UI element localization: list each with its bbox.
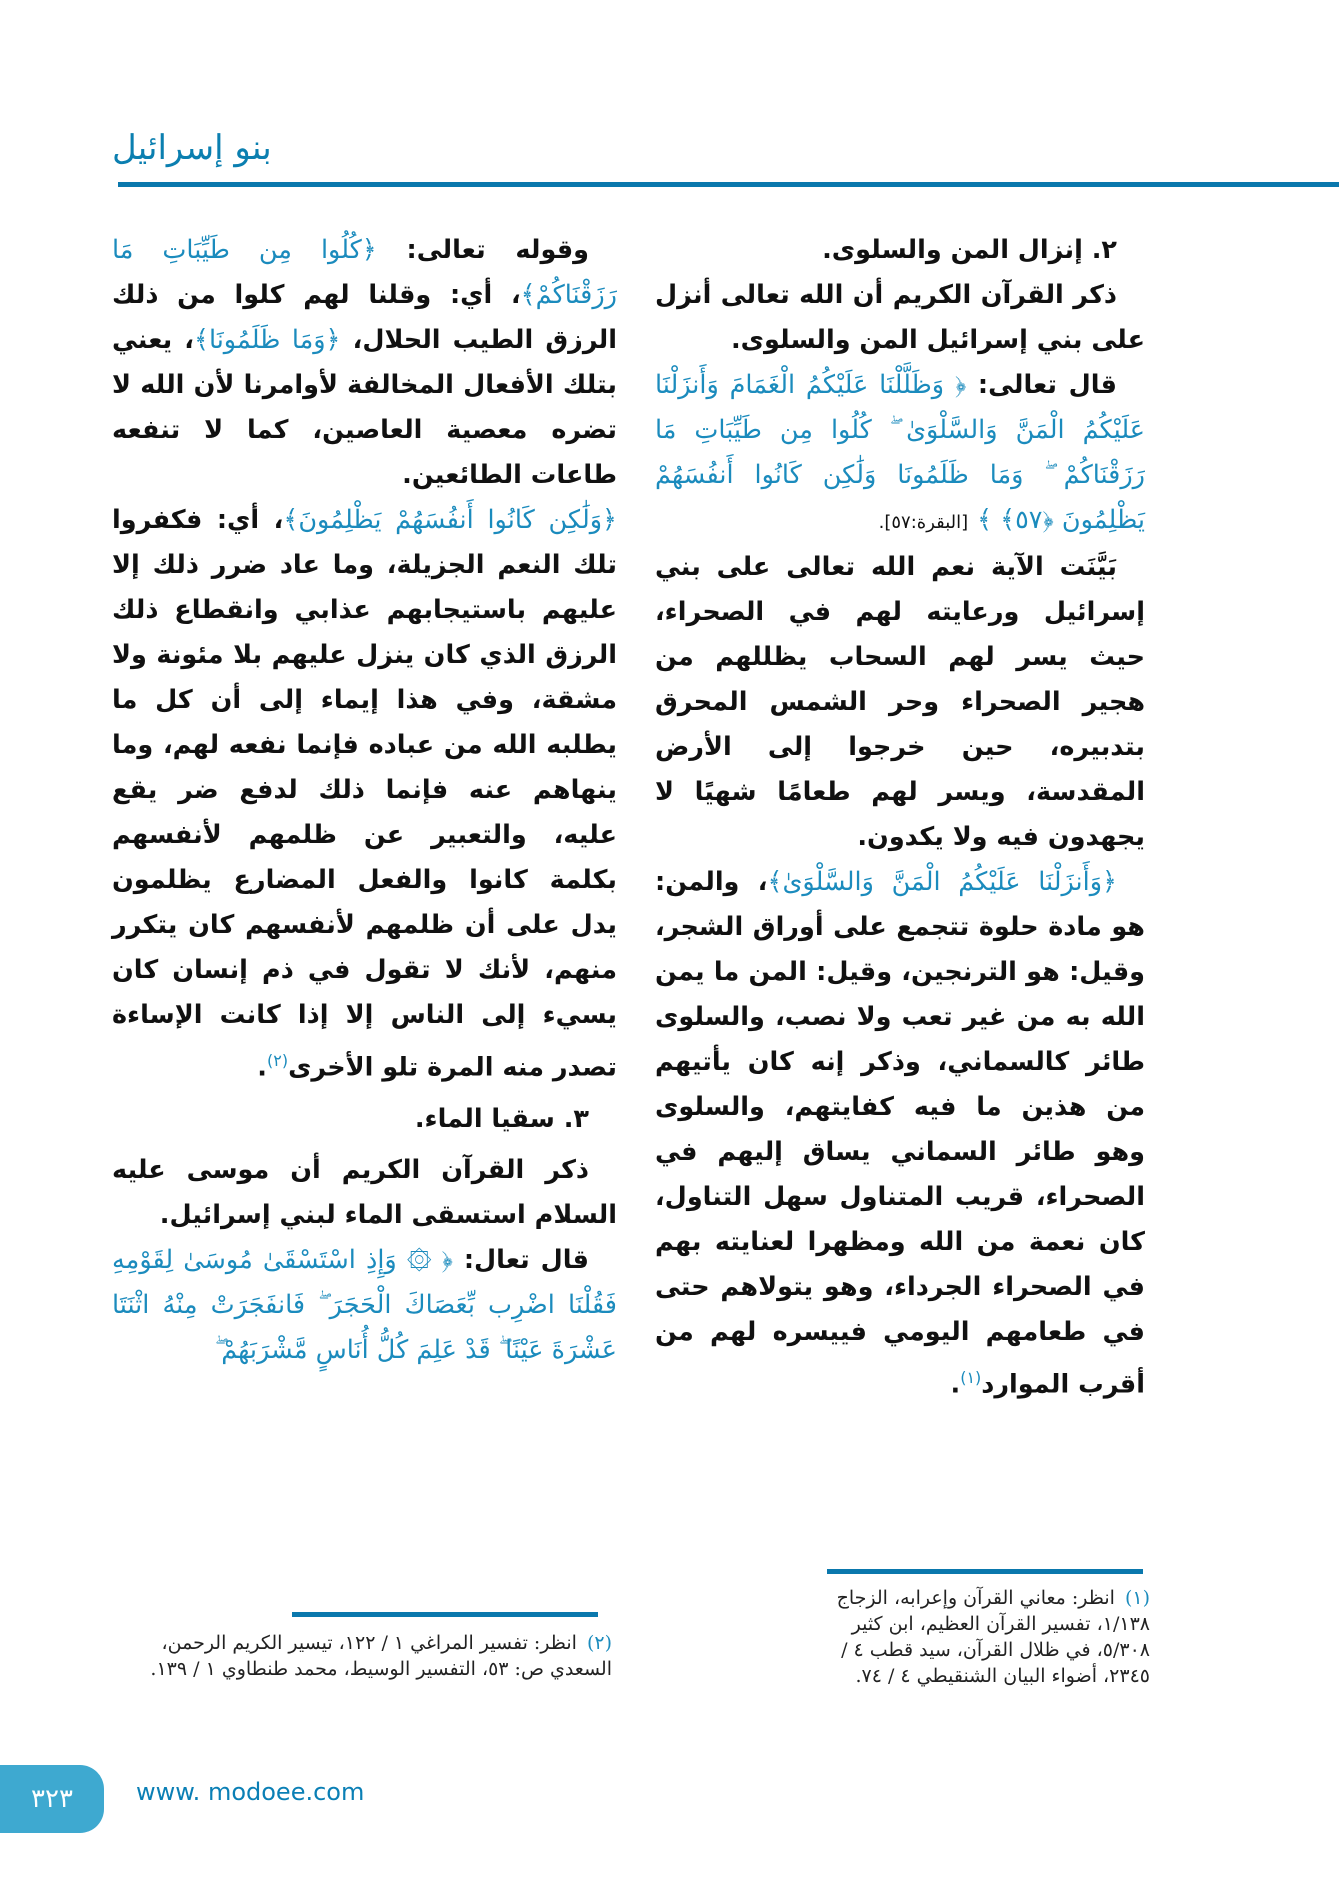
paragraph-intro: ذكر القرآن الكريم أن الله تعالى أنزل على بني إسرائيل المن والسلوى.	[655, 280, 1145, 355]
verse-paragraph	[655, 363, 1145, 545]
footnote-text: انظر: تفسير المراغي ١ / ١٢٢، تيسير الكريم الرحمن، السعدي ص: ٥٣، التفسير الوسيط، محمد طنطاوي ١ / ١٣٩.	[150, 1632, 612, 1680]
paragraph-manna-text: ، والمن: هو مادة حلوة تتجمع على أوراق الشجر، وقيل: هو الترنجين، وقيل: المن ما يمن الله به من غير تعب ولا نصب، والسلوى طائر كالسماني، وذكر إنه كان يأتيهم من هذين ما فيه كفايتهم، والسلوى وهو طائر السماني يساق إليهم في الصحراء، قريب المتناول سهل التناول، كان نعمة من الله ومظهرا لعنايته بهم في الصحراء الجرداء، وهو يتولاهم حتى في طعامهم اليومي فييسره لهم من أقرب الموارد	[655, 867, 1145, 1400]
footnote-ref-2[interactable]: (٢)	[266, 1051, 289, 1070]
footnote-text: انظر: معاني القرآن وإعرابه، الزجاج ١/١٣٨، تفسير القرآن العظيم، ابن كثير ٥/٣٠٨، في ظلال القرآن، سيد قطب ٤ / ٢٣٤٥، أضواء البيان الشنقيطي ٤ / ٧٤.	[836, 1587, 1150, 1687]
page-number: ٣٢٣	[31, 1784, 73, 1814]
verse-reference: [البقرة:٥٧].	[878, 512, 969, 533]
label: وقوله تعالى:	[406, 235, 589, 265]
period: .	[257, 1052, 267, 1083]
footnote-number: (٢)	[586, 1632, 612, 1654]
text: ، يعني بتلك الأفعال المخالفة لأوامرنا لأن الله لا تضره معصية العاصين، كما لا تنفعه طاعات الطائعين.	[112, 325, 617, 490]
verse-label: قال تعالى:	[977, 370, 1117, 400]
footnote-divider-right	[827, 1569, 1143, 1574]
text: ، أي: فكفروا تلك النعم الجزيلة، وما عاد ضرر ذلك إلا عليهم باستيجابهم عذابي وانقطاع ذلك الرزق الذي كان ينزل عليهم بلا مئونة ولا مشقة، وفي هذا إيماء إلى أن كل ما يطلبه الله من عباده فإنما نفعه لهم، وما ينهاهم عنه فإنما ذلك لدفع ضر يقع عليه، والتعبير عن ظلمهم لأنفسهم بكلمة كانوا والفعل المضارع يظلمون يدل على أن ظلمهم لأنفسهم كان يتكرر منهم، لأنك لا تقول في ذم إنسان كان يسيء إلى الناس إلا إذا كانت الإساءة تصدر منه المرة تلو الأخرى	[112, 505, 617, 1083]
quran-verse: ﴿ ۞ وَإِذِ اسْتَسْقَىٰ مُوسَىٰ لِقَوْمِهِ فَقُلْنَا اضْرِب بِّعَصَاكَ الْحَجَرَ ۖ فَانفَجَرَتْ مِنْهُ اثْنَتَا عَشْرَةَ عَيْنًا ۖ قَدْ عَلِمَ كُلُّ أُنَاسٍ مَّشْرَبَهُمْ ۖ	[112, 1244, 617, 1365]
footnote-2	[112, 1630, 612, 1682]
left-column	[112, 228, 617, 1373]
footnote-ref-1[interactable]: (١)	[960, 1368, 982, 1387]
period: .	[950, 1369, 961, 1400]
paragraph-blessings: بَيَّنَت الآية نعم الله تعالى على بني إسرائيل ورعايته لهم في الصحراء، حيث يسر لهم السحاب يظللهم من هجير الصحراء وحر الشمس المحرق بتدبيره، حين خرجوا إلى الأرض المقدسة، ويسر لهم طعامًا شهيًا لا يجهدون فيه ولا يكدون.	[655, 552, 1145, 852]
paragraph-eat	[112, 228, 617, 498]
quran-quote: ﴿وَمَا ظَلَمُونَا﴾	[194, 325, 341, 355]
section-heading-3: ٣. سقيا الماء.	[414, 1103, 589, 1134]
verse-paragraph	[112, 1238, 617, 1373]
footnote-1	[830, 1585, 1150, 1689]
quran-quote: ﴿وَلَٰكِن كَانُوا أَنفُسَهُمْ يَظْلِمُونَ﴾	[283, 505, 617, 535]
text: ، أي: وقلنا لهم كلوا من ذلك الرزق الطيب الحلال،	[112, 280, 617, 355]
quran-verse: ﴿ وَظَلَّلْنَا عَلَيْكُمُ الْغَمَامَ وَأَنزَلْنَا عَلَيْكُمُ الْمَنَّ وَالسَّلْوَىٰ ۖ كُلُوا مِن طَيِّبَاتِ مَا رَزَقْنَاكُمْ ۖ وَمَا ظَلَمُونَا وَلَٰكِن كَانُوا أَنفُسَهُمْ يَظْلِمُونَ ﴿٥٧﴾ ﴾	[655, 370, 1145, 535]
quran-quote: ﴿كُلُوا مِن طَيِّبَاتِ مَا رَزَقْنَاكُمْ﴾	[112, 235, 617, 310]
footnote-number: (١)	[1124, 1587, 1150, 1609]
website-link[interactable]: www. modoee.com	[136, 1778, 365, 1806]
header-divider	[118, 182, 1339, 187]
quran-quote: ﴿وَأَنزَلْنَا عَلَيْكُمُ الْمَنَّ وَالسَّلْوَىٰ﴾	[767, 867, 1117, 897]
verse-label: قال تعال:	[463, 1244, 589, 1275]
section-heading-2: ٢. إنزال المن والسلوى.	[822, 235, 1117, 265]
paragraph-wrong	[112, 498, 617, 1091]
chapter-title: بنو إسرائيل	[112, 128, 272, 168]
footnote-divider-left	[292, 1612, 598, 1617]
paragraph-water: ذكر القرآن الكريم أن موسى عليه السلام استسقى الماء لبني إسرائيل.	[112, 1154, 617, 1230]
right-column	[655, 228, 1145, 1408]
paragraph-manna	[655, 860, 1145, 1408]
page-number-badge	[0, 1765, 104, 1833]
